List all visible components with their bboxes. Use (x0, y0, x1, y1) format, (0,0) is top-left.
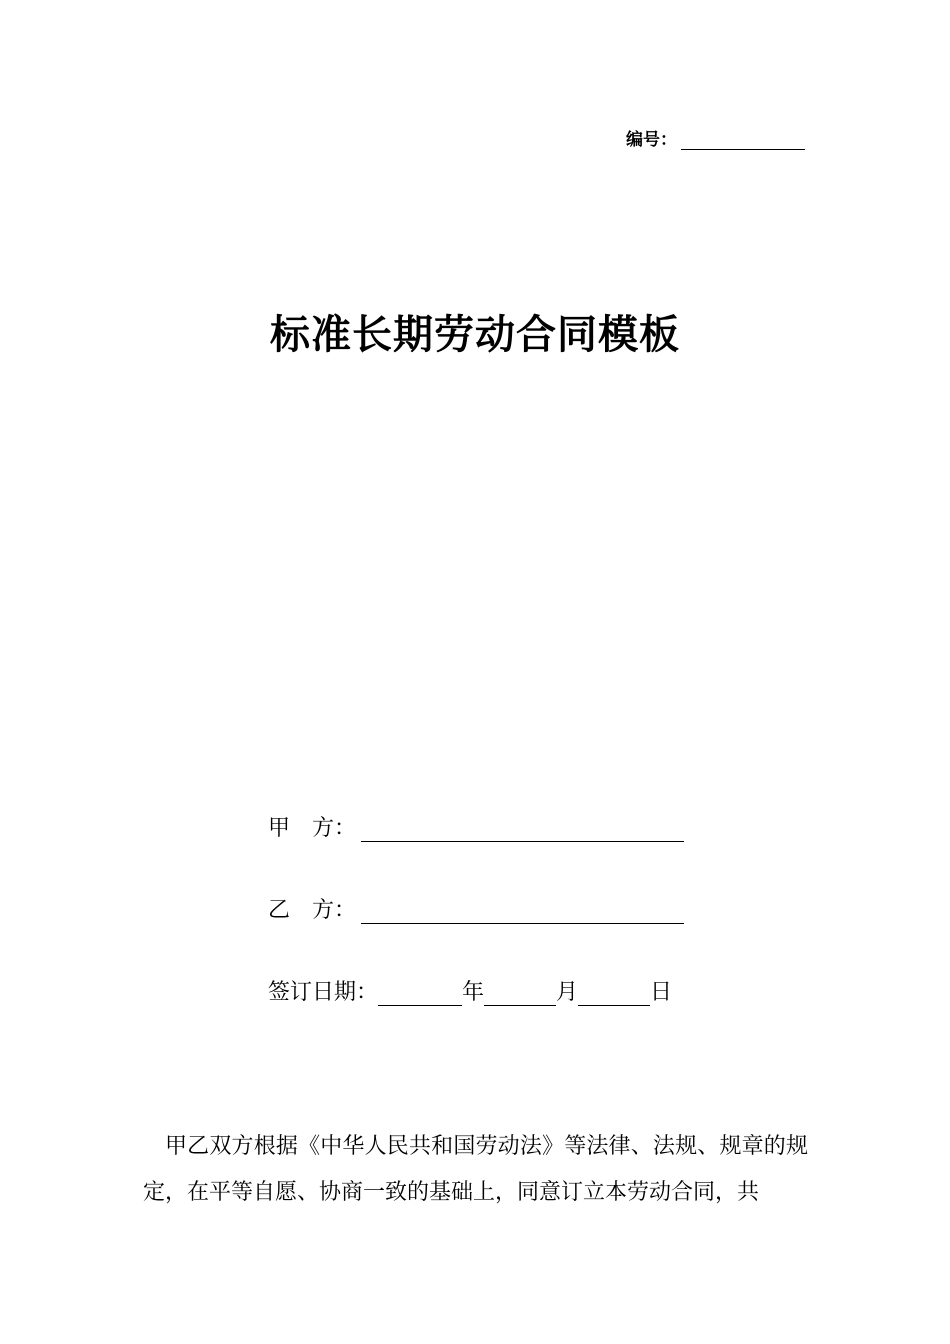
party-b-blank[interactable] (361, 899, 684, 924)
sign-date-label: 签订日期： (268, 980, 379, 1005)
day-label: 日 (650, 980, 673, 1005)
year-label: 年 (462, 980, 485, 1005)
sign-month-blank[interactable] (484, 981, 556, 1006)
party-a-label: 甲 方： (268, 816, 357, 841)
sign-day-blank[interactable] (578, 981, 650, 1006)
party-a-blank[interactable] (361, 817, 684, 842)
sign-date-line (268, 976, 672, 1006)
body-paragraph: 甲乙双方根据《中华人民共和国劳动法》等法律、法规、规章的规定，在平等自愿、协商一致的基础上，同意订立本劳动合同，共 (143, 1134, 808, 1205)
sign-year-blank[interactable] (378, 981, 462, 1006)
party-a-line (268, 812, 684, 842)
serial-number-line (626, 126, 805, 150)
serial-number-label: 编号： (626, 130, 677, 150)
serial-number-blank[interactable] (681, 129, 805, 150)
party-b-label: 乙 方： (268, 898, 357, 923)
document-title: 标准长期劳动合同模板 (270, 311, 680, 358)
party-b-line (268, 894, 684, 924)
month-label: 月 (556, 980, 579, 1005)
